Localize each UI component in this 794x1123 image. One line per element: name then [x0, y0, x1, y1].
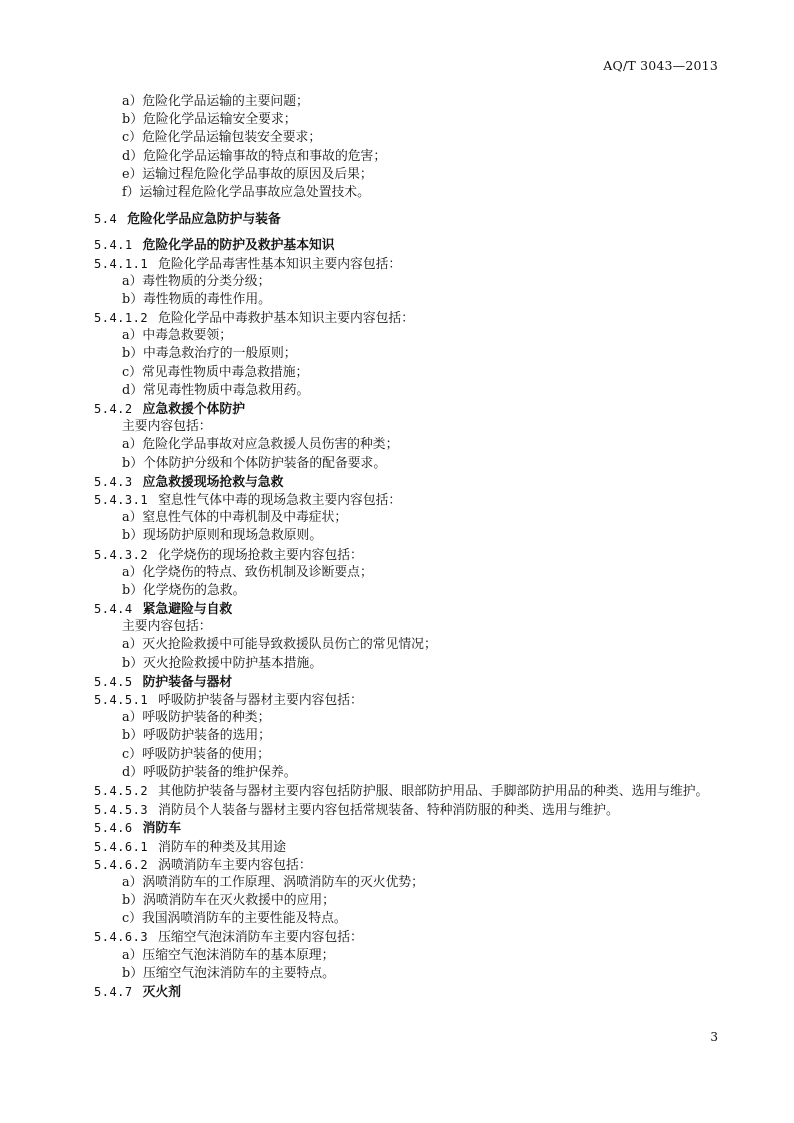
list-item: b）涡喷消防车在灭火救援中的应用； — [122, 893, 335, 909]
heading-title: 应急救援现场抢救与急救 — [142, 474, 284, 490]
clause-text: 压缩空气泡沫消防车主要内容包括： — [158, 930, 363, 946]
clause-number: 5.4.3.2 — [94, 547, 149, 562]
list-item: a）窒息性气体的中毒机制及中毒症状； — [122, 510, 348, 526]
section-heading — [94, 819, 722, 837]
list-item: a）化学烧伤的特点、致伤机制及诊断要点； — [122, 564, 373, 580]
clause — [94, 691, 722, 709]
clause — [94, 546, 722, 564]
clause-number: 5.4.5.3 — [94, 803, 149, 818]
clause-paragraph — [94, 782, 722, 801]
list-item: b）危险化学品运输安全要求； — [122, 112, 297, 128]
list-item: d）呼吸防护装备的维护保养。 — [122, 764, 297, 780]
clause — [94, 928, 722, 946]
clause-text: 消防员个人装备与器材主要内容包括常规装备、特种消防服的种类、选用与维护。 — [158, 803, 619, 819]
clause-text: 危险化学品中毒救护基本知识主要内容包括： — [158, 311, 415, 327]
clause-text: 涡喷消防车主要内容包括： — [158, 857, 312, 873]
list-item: b）现场防护原则和现场急救原则。 — [122, 528, 323, 544]
clause-number: 5.4.5.1 — [94, 693, 149, 707]
clause-number: 5.4.5 — [94, 674, 133, 689]
list-item: b）呼吸防护装备的选用； — [122, 728, 271, 744]
section-heading — [94, 600, 722, 618]
clause-number: 5.4 — [94, 212, 118, 227]
clause-text: 危险化学品毒害性基本知识主要内容包括： — [158, 256, 402, 272]
clause — [94, 801, 722, 819]
list-item: a）危险化学品事故对应急救援人员伤害的种类； — [122, 437, 399, 453]
clause-number: 5.4.6 — [94, 821, 133, 836]
list-item: d）常见毒性物质中毒急救用药。 — [122, 382, 310, 398]
clause — [94, 491, 722, 509]
section-heading — [94, 400, 722, 418]
clause-number: 5.4.6.1 — [94, 839, 149, 854]
section-heading — [94, 473, 722, 491]
list-item: a）毒性物质的分类分级； — [122, 273, 271, 289]
heading-title: 灭火剂 — [142, 985, 182, 1001]
clause-number: 5.4.5.2 — [94, 783, 149, 798]
list-item: b）化学烧伤的急救。 — [122, 582, 246, 598]
clause-text: 化学烧伤的现场抢救主要内容包括： — [158, 547, 363, 563]
clause-number: 5.4.2 — [94, 402, 133, 416]
clause-number: 5.4.6.2 — [94, 857, 149, 872]
clause-text: 呼吸防护装备与器材主要内容包括： — [158, 693, 363, 708]
clause-number: 5.4.1 — [94, 238, 133, 253]
document-body — [94, 93, 722, 1001]
heading-title: 应急救援个体防护 — [142, 402, 245, 417]
clause-number: 5.4.6.3 — [94, 930, 149, 945]
clause — [94, 255, 722, 273]
list-item: a）中毒急救要领； — [122, 328, 233, 344]
section-intro: 主要内容包括： — [122, 619, 212, 635]
list-item: c）我国涡喷消防车的主要性能及特点。 — [122, 911, 347, 927]
heading-title: 危险化学品应急防护与装备 — [127, 212, 281, 228]
clause — [94, 838, 722, 856]
clause — [94, 856, 722, 874]
list-item: a）压缩空气泡沫消防车的基本原理； — [122, 947, 335, 963]
list-item: c）常见毒性物质中毒急救措施； — [122, 364, 309, 380]
heading-title: 紧急避险与自救 — [142, 602, 233, 618]
clause-text: 消防车的种类及其用途 — [158, 839, 287, 855]
clause-number: 5.4.1.1 — [94, 256, 149, 271]
list-item: b）毒性物质的毒性作用。 — [122, 291, 271, 307]
clause — [94, 309, 722, 327]
heading-title: 防护装备与器材 — [142, 674, 233, 690]
clause-number: 5.4.4 — [94, 602, 133, 617]
list-item: b）压缩空气泡沫消防车的主要特点。 — [122, 965, 335, 981]
heading-title: 危险化学品的防护及救护基本知识 — [142, 238, 335, 254]
section-intro: 主要内容包括： — [122, 419, 212, 435]
list-item: a）灭火抢险救援中可能导致救援队员伤亡的常见情况； — [122, 637, 437, 653]
list-item: f）运输过程危险化学品事故应急处置技术。 — [122, 184, 370, 200]
page-number: 3 — [710, 1030, 718, 1044]
standard-code: AQ/T 3043—2013 — [603, 58, 718, 73]
section-heading — [94, 236, 722, 254]
clause-number: 5.4.1.2 — [94, 311, 149, 326]
heading-title: 消防车 — [142, 821, 182, 837]
clause-number: 5.4.7 — [94, 985, 133, 1000]
list-item: e）运输过程危险化学品事故的原因及后果； — [122, 166, 373, 182]
clause-number: 5.4.3.1 — [94, 492, 149, 507]
clause-number: 5.4.3 — [94, 474, 133, 489]
list-item: c）危险化学品运输包装安全要求； — [122, 130, 322, 146]
list-item: d）危险化学品运输事故的特点和事故的危害； — [122, 148, 387, 164]
section-heading — [94, 210, 722, 228]
list-item: b）个体防护分级和个体防护装备的配备要求。 — [122, 455, 387, 471]
clause-text: 其他防护装备与器材主要内容包括防护服、眼部防护用品、手脚部防护用品的种类、选用与维护。 — [158, 783, 709, 799]
list-item: c）呼吸防护装备的使用； — [122, 746, 270, 762]
list-item: b）中毒急救治疗的一般原则； — [122, 346, 297, 362]
list-item: a）危险化学品运输的主要问题； — [122, 94, 309, 109]
clause-text: 窒息性气体中毒的现场急救主要内容包括： — [158, 492, 402, 508]
list-item: a）涡喷消防车的工作原理、涡喷消防车的灭火优势； — [122, 874, 424, 890]
section-heading — [94, 983, 722, 1001]
list-item: b）灭火抢险救援中防护基本措施。 — [122, 655, 323, 671]
list-item: a）呼吸防护装备的种类； — [122, 710, 271, 726]
section-heading — [94, 673, 722, 691]
